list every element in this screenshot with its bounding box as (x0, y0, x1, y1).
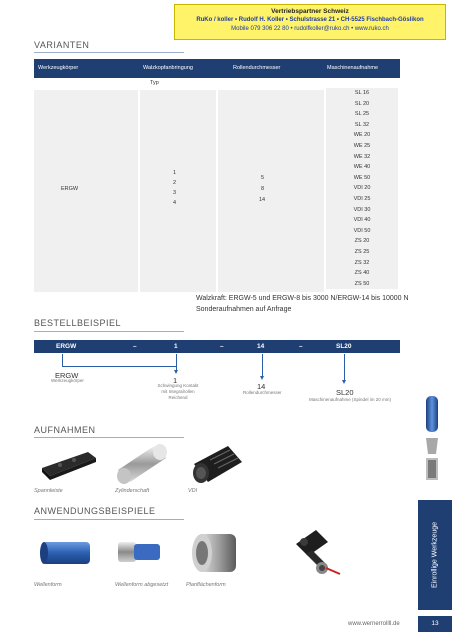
caption-planflaechenform: Planflächenform (186, 582, 226, 588)
chapter-side-tab (418, 500, 452, 610)
clamping-bar-image (38, 446, 98, 482)
roll-value: 8 (261, 186, 265, 192)
shaft-blue-image (36, 534, 96, 574)
note-walzkraft: Walzkraft: ERGW-5 und ERGW-8 bis 3000 N/ERGW-14 bis 10000 N (196, 295, 409, 302)
order-code-bar (34, 340, 400, 353)
machine-cell: WE 50 (326, 173, 398, 185)
machine-cell: VDI 25 (326, 194, 398, 206)
order-label-desc: Maschinenaufnahme (Spindel im 20 mm) (309, 397, 392, 402)
order-label-value: ERGW (55, 371, 79, 380)
section-divider (34, 52, 184, 53)
order-separator: – (220, 343, 224, 350)
section-divider (34, 331, 184, 332)
typ-value: 3 (173, 190, 177, 196)
machine-cell: SL 20 (326, 99, 398, 111)
header-cell: Werkzeugkörper (38, 65, 79, 71)
order-separator: – (133, 343, 137, 350)
machine-cell: ZS 50 (326, 279, 398, 291)
section-title-anwendungsbeispiele: ANWENDUNGSBEISPIELE (34, 506, 156, 516)
variants-table-header (34, 59, 400, 78)
order-label-desc: Werkzeugkörper (51, 378, 84, 383)
order-label-value: 14 (257, 382, 266, 391)
vdi-holder-image (190, 442, 246, 486)
machine-cell: ZS 20 (326, 236, 398, 248)
machine-cell: ZS 32 (326, 258, 398, 270)
roll-value: 5 (261, 175, 265, 181)
page-number: 13 (418, 616, 452, 632)
connector-line (176, 354, 177, 370)
order-label-value: 1 (173, 376, 178, 385)
banner-address: RuKo / koller • Rudolf H. Koller • Schulstrasse 21 • CH-5525 Fischbach-Göslikon (196, 17, 424, 23)
header-cell: Walzkopfanbringung (143, 65, 193, 71)
section-divider (34, 437, 184, 438)
machine-cell: ZS 40 (326, 268, 398, 280)
order-separator: – (299, 343, 303, 350)
contact-banner (174, 4, 446, 40)
order-label-desc: Schwingung Kontakt mit Integralrollen Reichend (157, 383, 199, 400)
machine-cell: VDI 30 (326, 205, 398, 217)
machine-cell: WE 32 (326, 152, 398, 164)
machine-cell: VDI 50 (326, 226, 398, 238)
cylinder-shank-image (112, 440, 172, 484)
caption-wellenform-abgesetzt: Wellenform abgesetzt (115, 582, 169, 588)
banner-contact: Mobile 079 306 22 80 • rudolfkoller@ruko.ch • www.ruko.ch (231, 26, 389, 32)
caption-spannleiste: Spannleiste (34, 488, 63, 494)
caption-zylinderschaft: Zylinderschaft (115, 488, 150, 494)
section-title-varianten: VARIANTEN (34, 40, 90, 50)
caption-wellenform: Wellenform (34, 582, 62, 588)
typ-subheader: Typ (150, 80, 159, 86)
footer-url: www.wernerrollll.de (348, 621, 400, 627)
roll-value: 14 (259, 197, 266, 203)
order-part-typ: 1 (174, 343, 178, 350)
machine-cell: WE 40 (326, 162, 398, 174)
connector-line (62, 354, 63, 366)
typ-value: 2 (173, 180, 177, 186)
arrow-icon (174, 370, 178, 374)
side-product-image (420, 394, 444, 490)
machine-cell: VDI 40 (326, 215, 398, 227)
typ-value: 4 (173, 200, 177, 206)
chapter-side-label: Einrollige Werkzeuge (431, 521, 439, 589)
arrow-icon (260, 376, 264, 380)
order-part-machine: SL20 (336, 343, 352, 350)
machine-cell: WE 20 (326, 130, 398, 142)
roller-tool-image (286, 524, 346, 580)
order-label-desc: Rollendurchmesser (243, 390, 282, 395)
note-sonderaufnahmen: Sonderaufnahmen auf Anfrage (196, 306, 292, 313)
machine-cell: VDI 20 (326, 183, 398, 195)
connector-line (62, 366, 176, 367)
column-werkzeugkoerper (34, 90, 138, 292)
arrow-icon (342, 380, 346, 384)
section-divider (34, 519, 184, 520)
stepped-shaft-image (112, 532, 172, 572)
header-cell: Rollendurchmesser (233, 65, 281, 71)
face-cylinder-image (186, 528, 242, 576)
section-title-aufnahmen: AUFNAHMEN (34, 425, 96, 435)
machine-cell: SL 32 (326, 120, 398, 132)
column-walzkopf (140, 90, 216, 292)
banner-title: Vertriebspartner Schweiz (271, 8, 349, 15)
machine-cell: WE 25 (326, 141, 398, 153)
machine-cell: SL 16 (326, 88, 398, 100)
machine-cell: SL 25 (326, 109, 398, 121)
order-label-value: SL20 (336, 388, 354, 397)
caption-vdi: VDI (188, 488, 198, 494)
connector-line (262, 354, 263, 376)
typ-value: 1 (173, 170, 177, 176)
column-rollen (218, 90, 324, 292)
machine-cell: ZS 25 (326, 247, 398, 259)
section-title-bestellbeispiel: BESTELLBEISPIEL (34, 318, 122, 328)
header-cell: Maschinenaufnahme (327, 65, 379, 71)
connector-line (344, 354, 345, 380)
order-part-body: ERGW (56, 343, 77, 350)
body-type: ERGW (61, 186, 79, 192)
order-part-roll: 14 (257, 343, 265, 350)
